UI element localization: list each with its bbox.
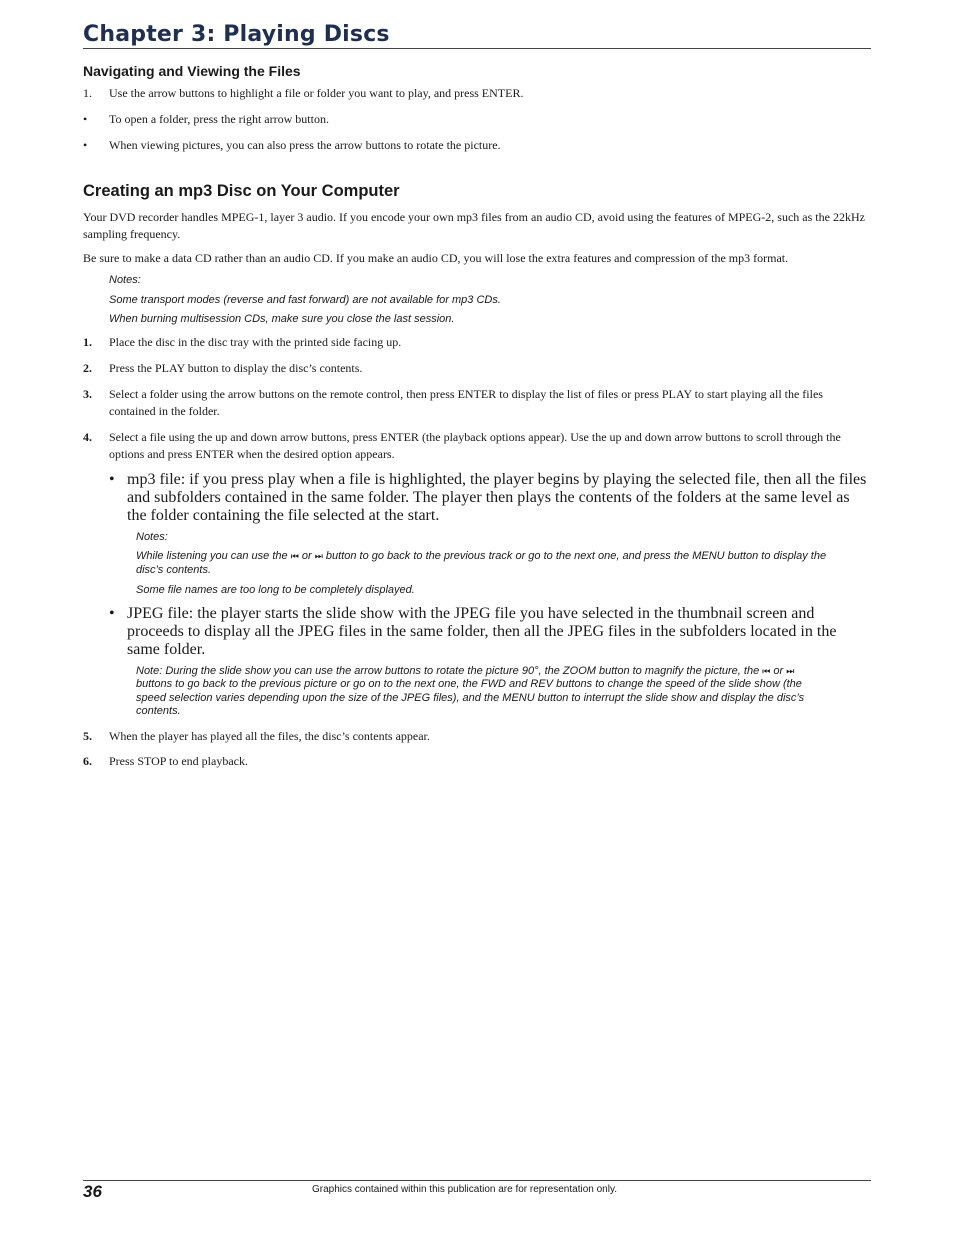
step-text: When the player has played all the files, the disc’s contents appear. [109,728,430,743]
step-item [83,386,871,420]
step-text: Press STOP to end playback. [109,753,248,768]
note-text: While listening you can use the [136,550,288,562]
bullet-marker: • [83,138,88,152]
skip-next-icon: ⏭ [314,551,323,561]
skip-previous-icon: ⏮ [762,665,771,676]
step-number: 5. [83,728,92,743]
page-content [83,22,871,770]
notes-label: Notes: [136,530,168,543]
bullet-marker: • [109,604,115,622]
step-number: 2. [83,360,92,375]
note [136,550,831,577]
skip-next-icon: ⏭ [786,665,795,676]
skip-previous-icon: ⏮ [290,551,299,561]
step-number: 3. [83,386,92,401]
notes-block [109,274,871,327]
footer-rule [83,1180,871,1181]
step-number: 4. [83,429,92,444]
mp3-section-heading: Creating an mp3 Disc on Your Computer [83,182,400,200]
nav-section-heading: Navigating and Viewing the Files [83,63,301,79]
note: Some file names are too long to be completely displayed. [136,584,415,596]
paragraph: Your DVD recorder handles MPEG-1, layer 3 audio. If you encode your own mp3 files from an audio CD, avoid using the features of MPEG-2, such as the 22kHz sampling frequency. [83,210,865,241]
sub-bullet-item [109,605,871,659]
step-text: Select a folder using the arrow buttons on the remote control, then press ENTER to display the list of files or press PLAY to start playing all the files contained in the folder. [109,386,823,418]
step-text: Press the PLAY button to display the disc’s contents. [109,360,363,375]
chapter-title: Chapter 3: Playing Discs [83,22,390,47]
notes-label: Notes: [109,274,141,286]
note-text: Note: During the slide show you can use the arrow buttons to rotate the picture 90°, the ZOOM button to magnify the picture, the [136,664,760,677]
step-number: 1. [83,334,92,349]
step-item [83,334,871,351]
note [136,665,831,719]
sub-bullet-item [109,471,871,525]
item-text: When viewing pictures, you can also press the arrow buttons to rotate the picture. [109,138,501,152]
step-item [83,728,871,745]
note-text: or [301,550,312,562]
note-text: buttons to go back to the previous picture or go on to the next one, the FWD and REV buttons to change the speed of the slide show (the speed selection varies depending upon the size of the JPEG files), and the MENU button to interrupt the slide show and display the disc’s contents. [136,678,805,717]
list-item [83,85,871,102]
footer-disclaimer: Graphics contained within this publication are for representation only. [312,1184,617,1195]
sub-notes-block [136,531,871,598]
step-text: Select a file using the up and down arrow buttons, press ENTER (the playback options appear). Use the up and down arrow buttons to scroll through the options and press ENTER when the desired option appears. [109,429,841,461]
sub-bullet-text: mp3 file: if you press play when a file is highlighted, the player begins by playing the selected file, then all the files and subfolders contained in the same folder. The player then plays the contents of the folders at the same level as the folder containing the file selected at the start. [127,470,867,524]
list-item [83,111,871,128]
page-number: 36 [83,1182,102,1201]
note: Some transport modes (reverse and fast forward) are not available for mp3 CDs. [109,293,501,306]
list-item [83,137,871,154]
note: When burning multisession CDs, make sure you close the last session. [109,313,455,325]
sub-bullet-text: JPEG file: the player starts the slide show with the JPEG file you have selected in the thumbnail screen and proceeds to display all the JPEG files in the same folder, then all the JPEG files in the subfolders located in the same folder. [127,604,837,658]
item-text: To open a folder, press the right arrow button. [109,112,329,126]
note-text: button to go back to the previous track or go to the next one, and press the MENU button to display the disc’s contents. [136,550,827,576]
step-item [83,753,871,770]
note-text: or [773,664,784,677]
header-rule [83,48,871,49]
paragraph: Be sure to make a data CD rather than an audio CD. If you make an audio CD, you will lose the extra features and compression of the mp3 format. [83,251,789,265]
bullet-marker: • [83,112,88,126]
step-text: Place the disc in the disc tray with the printed side facing up. [109,334,402,349]
jpeg-note-block [136,665,871,719]
bullet-marker: • [109,470,115,488]
step-item [83,429,871,463]
step-number: 6. [83,753,92,768]
step-item [83,360,871,377]
item-text: Use the arrow buttons to highlight a file or folder you want to play, and press ENTER. [109,86,524,100]
item-marker: 1. [83,86,92,100]
